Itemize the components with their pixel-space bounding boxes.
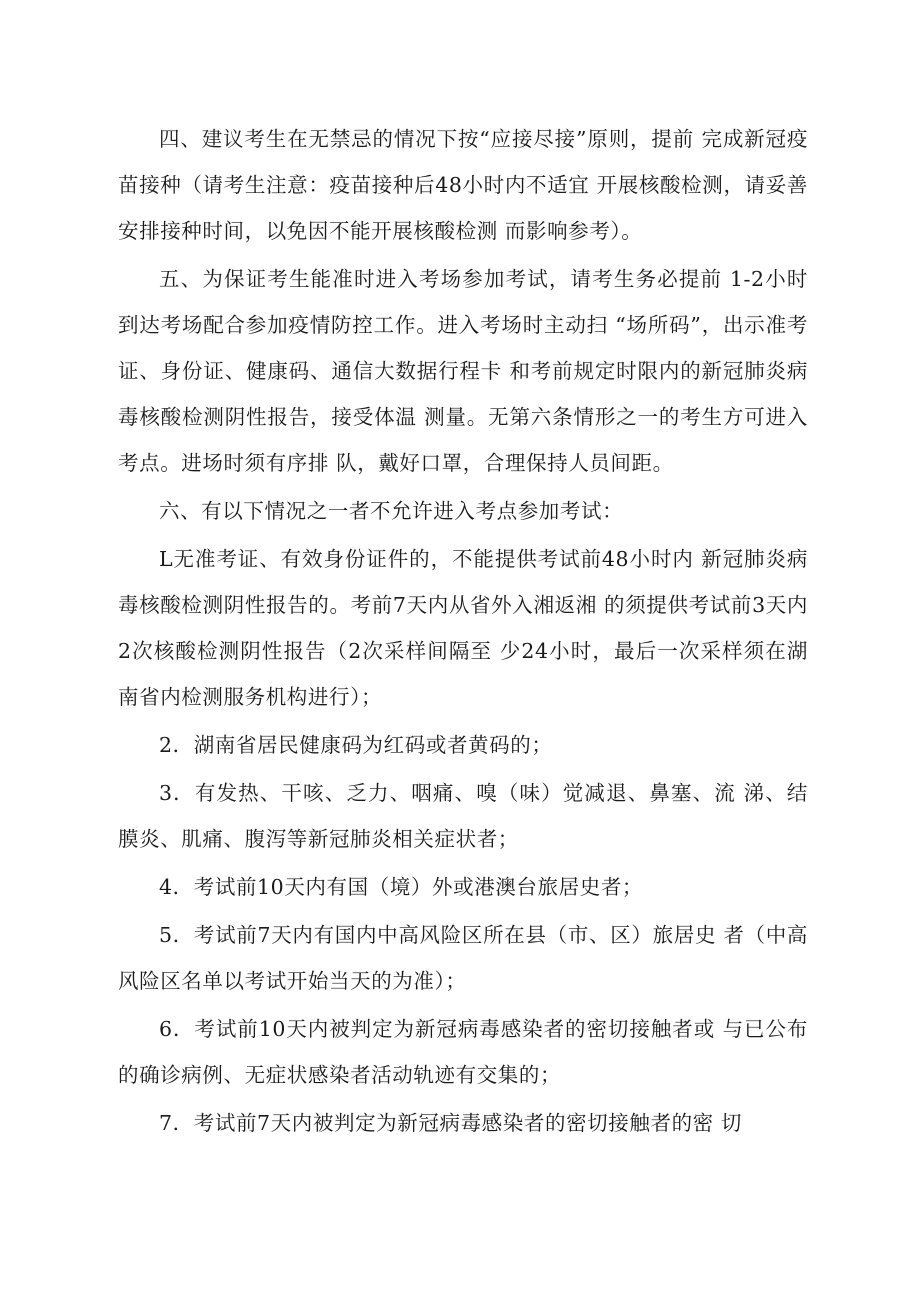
paragraph-arrival-requirements: 五、为保证考生能准时进入考场参加考试，请考生务必提前 1-2小时到达考场配合参加疫情防控工作。进入考场时主动扫 “场所码”，出示准考证、身份证、健康码、通信大数据行程卡 和考前规定时限内的新冠肺炎病毒核酸检测阴性报告，接受体温 测量。无第六条情形之一的考生方可进入考点。进场时须有序排 队，戴好口罩，合理保持人员间距。 — [118, 267, 808, 475]
paragraph-vaccination: 四、建议考生在无禁忌的情况下按“应接尽接”原则，提前 完成新冠疫苗接种（请考生注意：疫苗接种后48小时内不适宜 开展核酸检测，请妥善安排接种时间，以免因不能开展核酸检测 而影响参考）。 — [118, 127, 808, 243]
list-item-restriction-2: 2．湖南省居民健康码为红码或者黄码的； — [159, 733, 553, 757]
document-body — [118, 116, 808, 1146]
list-item-restriction-6: 6．考试前10天内被判定为新冠病毒感染者的密切接触者或 与已公布的确诊病例、无症状感染者活动轨迹有交集的； — [118, 1017, 808, 1087]
list-item-restriction-7: 7．考试前7天内被判定为新冠病毒感染者的密切接触者的密 切 — [159, 1111, 742, 1135]
list-item-restriction-1: L无准考证、有效身份证件的，不能提供考试前48小时内 新冠肺炎病毒核酸检测阴性报告的。考前7天内从省外入湘返湘 的须提供考试前3天内2次核酸检测阴性报告（2次采样间隔至 少24小时，最后一次采样须在湖南省内检测服务机构进行）； — [118, 547, 808, 709]
list-item-restriction-3: 3．有发热、干咳、乏力、咽痛、嗅（味）觉减退、鼻塞、流 涕、结膜炎、肌痛、腹泻等新冠肺炎相关症状者； — [118, 781, 808, 851]
paragraph-entry-restrictions-heading: 六、有以下情况之一者不允许进入考点参加考试： — [159, 499, 624, 523]
list-item-restriction-5: 5．考试前7天内有国内中高风险区所在县（市、区）旅居史 者（中高风险区名单以考试开始当天的为准）； — [118, 923, 808, 993]
list-item-restriction-4: 4．考试前10天内有国（境）外或港澳台旅居史者； — [159, 875, 644, 899]
